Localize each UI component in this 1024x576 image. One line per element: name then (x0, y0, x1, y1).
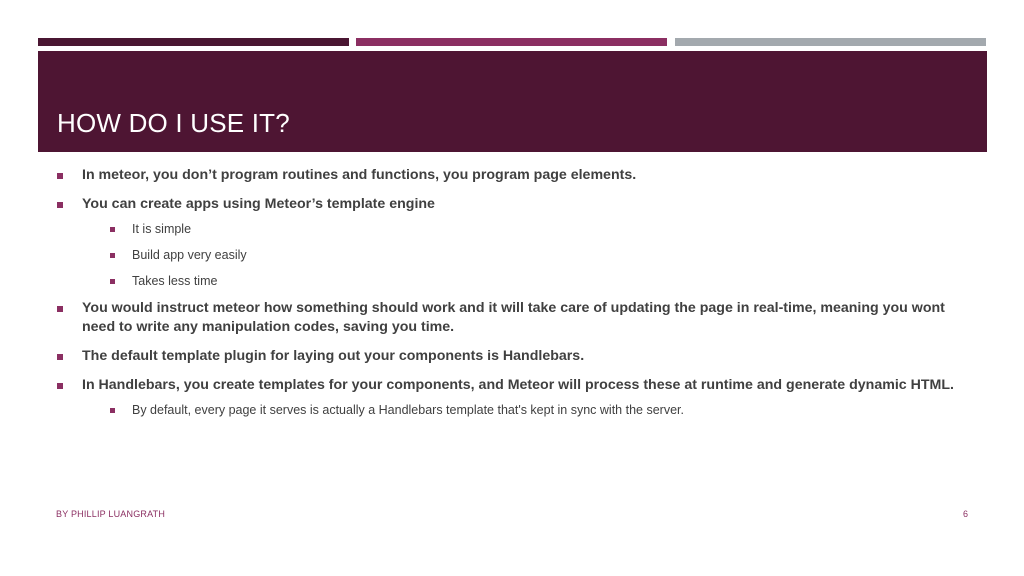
slide-title: HOW DO I USE IT? (57, 108, 290, 138)
sub-bullet-text: By default, every page it serves is actually a Handlebars template that's kept in sync with the server. (132, 403, 684, 417)
square-bullet-icon (57, 173, 63, 179)
square-bullet-icon (110, 253, 115, 258)
sub-bullet-item (56, 221, 976, 238)
sub-bullet-text: It is simple (132, 222, 192, 236)
bullet-item (56, 299, 976, 337)
bullet-text: The default template plugin for laying out your components is Handlebars. (82, 348, 585, 364)
square-bullet-icon (57, 354, 63, 360)
bullet-item (56, 376, 976, 395)
bullet-item (56, 166, 976, 185)
bullet-text: You would instruct meteor how something should work and it will take care of updating the page in real-time, meaning you wont need to write any manipulation codes, saving you time. (82, 300, 945, 335)
accent-bar-magenta (356, 38, 667, 46)
sub-bullet-text: Build app very easily (132, 248, 247, 262)
slide-content (56, 166, 976, 428)
bullet-item (56, 347, 976, 366)
square-bullet-icon (110, 408, 115, 413)
sub-bullet-item (56, 402, 976, 419)
square-bullet-icon (110, 279, 115, 284)
square-bullet-icon (57, 383, 63, 389)
square-bullet-icon (57, 202, 63, 208)
square-bullet-icon (57, 306, 63, 312)
sub-bullet-list (56, 402, 976, 419)
bullet-item (56, 195, 976, 214)
footer-page-number: 6 (962, 509, 968, 519)
bullet-text: In Handlebars, you create templates for your components, and Meteor will process these at runtime and generate dynamic HTML. (82, 377, 954, 393)
bullet-text: In meteor, you don’t program routines and functions, you program page elements. (82, 167, 637, 183)
square-bullet-icon (110, 227, 115, 232)
bullet-text: You can create apps using Meteor’s template engine (82, 196, 435, 212)
accent-bar-gray (675, 38, 986, 46)
sub-bullet-list (56, 221, 976, 290)
accent-bar-dark (38, 38, 349, 46)
footer-author: BY PHILLIP LUANGRATH (56, 509, 166, 519)
sub-bullet-text: Takes less time (132, 274, 218, 288)
sub-bullet-item (56, 273, 976, 290)
sub-bullet-item (56, 247, 976, 264)
title-band (38, 51, 987, 152)
